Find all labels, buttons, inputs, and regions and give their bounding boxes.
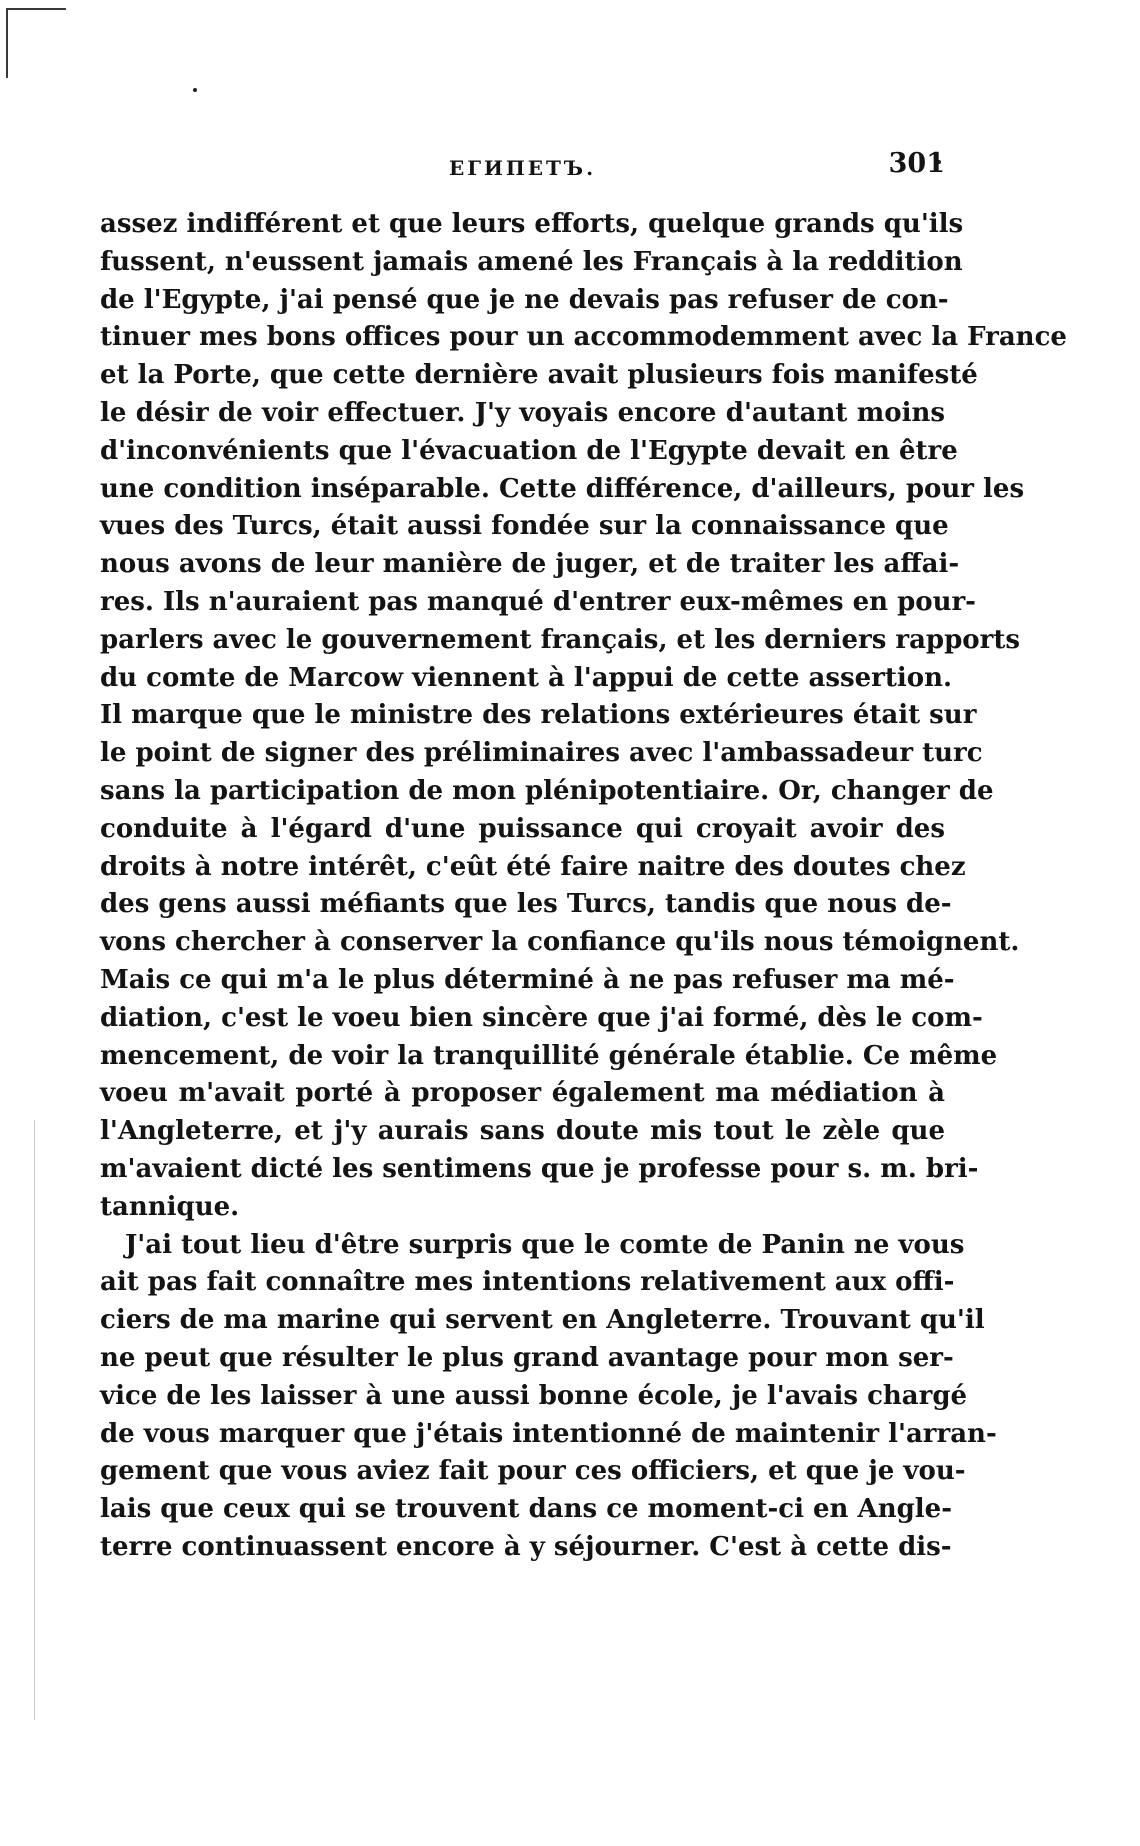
text-line: terre continuassent encore à y séjourner. C'est à cette dis- [100, 1531, 952, 1562]
text-line: res. Ils n'auraient pas manqué d'entrer eux-mêmes en pour- [100, 586, 976, 617]
text-line: l'Angleterre, et j'y aurais sans doute mis tout le zèle que [100, 1116, 945, 1147]
text-line: assez indifférent et que leurs efforts, quelque grands qu'ils [100, 209, 964, 239]
scan-shadow-left [34, 1120, 35, 1720]
text-line: sans la participation de mon plénipotentiaire. Or, changer de [100, 775, 994, 806]
paragraph [100, 206, 1067, 1227]
text-line: m'avaient dicté les sentimens que je professe pour s. m. bri- [100, 1153, 979, 1184]
text-line: droits à notre intérêt, c'eût été faire naitre des doutes chez [100, 851, 966, 882]
text-line: vons chercher à conserver la confiance qu'ils nous témoignent. [100, 927, 1020, 958]
text-line: ait pas fait connaître mes intentions relativement aux offi- [100, 1267, 955, 1298]
text-line: ne peut que résulter le plus grand avantage pour mon ser- [100, 1342, 954, 1373]
text-line: conduite à l'égard d'une puissance qui croyait avoir des [100, 813, 945, 844]
text-line: J'ai tout lieu d'être surpris que le comte de Panin ne vous [125, 1229, 965, 1260]
scan-border-left [6, 8, 8, 78]
text-line: mencement, de voir la tranquillité générale établie. Ce même [100, 1040, 998, 1071]
page-number: 301 [888, 148, 945, 179]
text-line: gement que vous aviez fait pour ces officiers, et que je vou- [100, 1456, 966, 1487]
page-header [100, 148, 945, 188]
text-line: ciers de ma marine qui servent en Angleterre. Trouvant qu'il [100, 1305, 985, 1336]
text-line: tannique. [100, 1191, 240, 1222]
text-line: des gens aussi méfiants que les Turcs, tandis que nous de- [100, 889, 952, 920]
paragraph [100, 1227, 997, 1567]
text-line: lais que ceux qui se trouvent dans ce moment-ci en Angle- [100, 1494, 952, 1525]
text-line: vice de les laisser à une aussi bonne école, je l'avais chargé [100, 1380, 968, 1411]
text-line: diation, c'est le voeu bien sincère que j'ai formé, dès le com- [100, 1002, 983, 1033]
text-line: Il marque que le ministre des relations extérieures était sur [100, 700, 977, 731]
scan-speck [193, 88, 197, 92]
text-line: le point de signer des préliminaires avec l'ambassadeur turc [100, 738, 983, 769]
text-line: et la Porte, que cette dernière avait plusieurs fois manifesté [100, 360, 978, 391]
text-line: tinuer mes bons offices pour un accommodemment avec la France [100, 322, 1067, 353]
text-line: de vous marquer que j'étais intentionné de maintenir l'arran- [100, 1418, 997, 1449]
text-line: du comte de Marcow viennent à l'appui de cette assertion. [100, 662, 953, 693]
text-line: voeu m'avait porté à proposer également ma médiation à [100, 1078, 945, 1109]
text-line: vues des Turcs, était aussi fondée sur la connaissance que [100, 511, 949, 542]
scan-border-top [6, 8, 66, 10]
text-line: le désir de voir effectuer. J'y voyais encore d'autant moins [100, 397, 945, 428]
text-line: nous avons de leur manière de juger, et de traiter les affai- [100, 549, 960, 580]
text-line: Mais ce qui m'a le plus déterminé à ne pas refuser ma mé- [100, 964, 955, 995]
text-line: fussent, n'eussent jamais amené les Français à la reddition [100, 246, 963, 277]
text-line: d'inconvénients que l'évacuation de l'Egypte devait en être [100, 435, 958, 466]
text-line: de l'Egypte, j'ai pensé que je ne devais pas refuser de con- [100, 284, 949, 315]
text-line: une condition inséparable. Cette différence, d'ailleurs, pour les [100, 473, 1025, 504]
text-line: parlers avec le gouvernement français, et les derniers rapports [100, 624, 1020, 655]
body-text [100, 206, 1067, 1567]
running-head: ЕГИПЕТЪ. [448, 156, 597, 180]
